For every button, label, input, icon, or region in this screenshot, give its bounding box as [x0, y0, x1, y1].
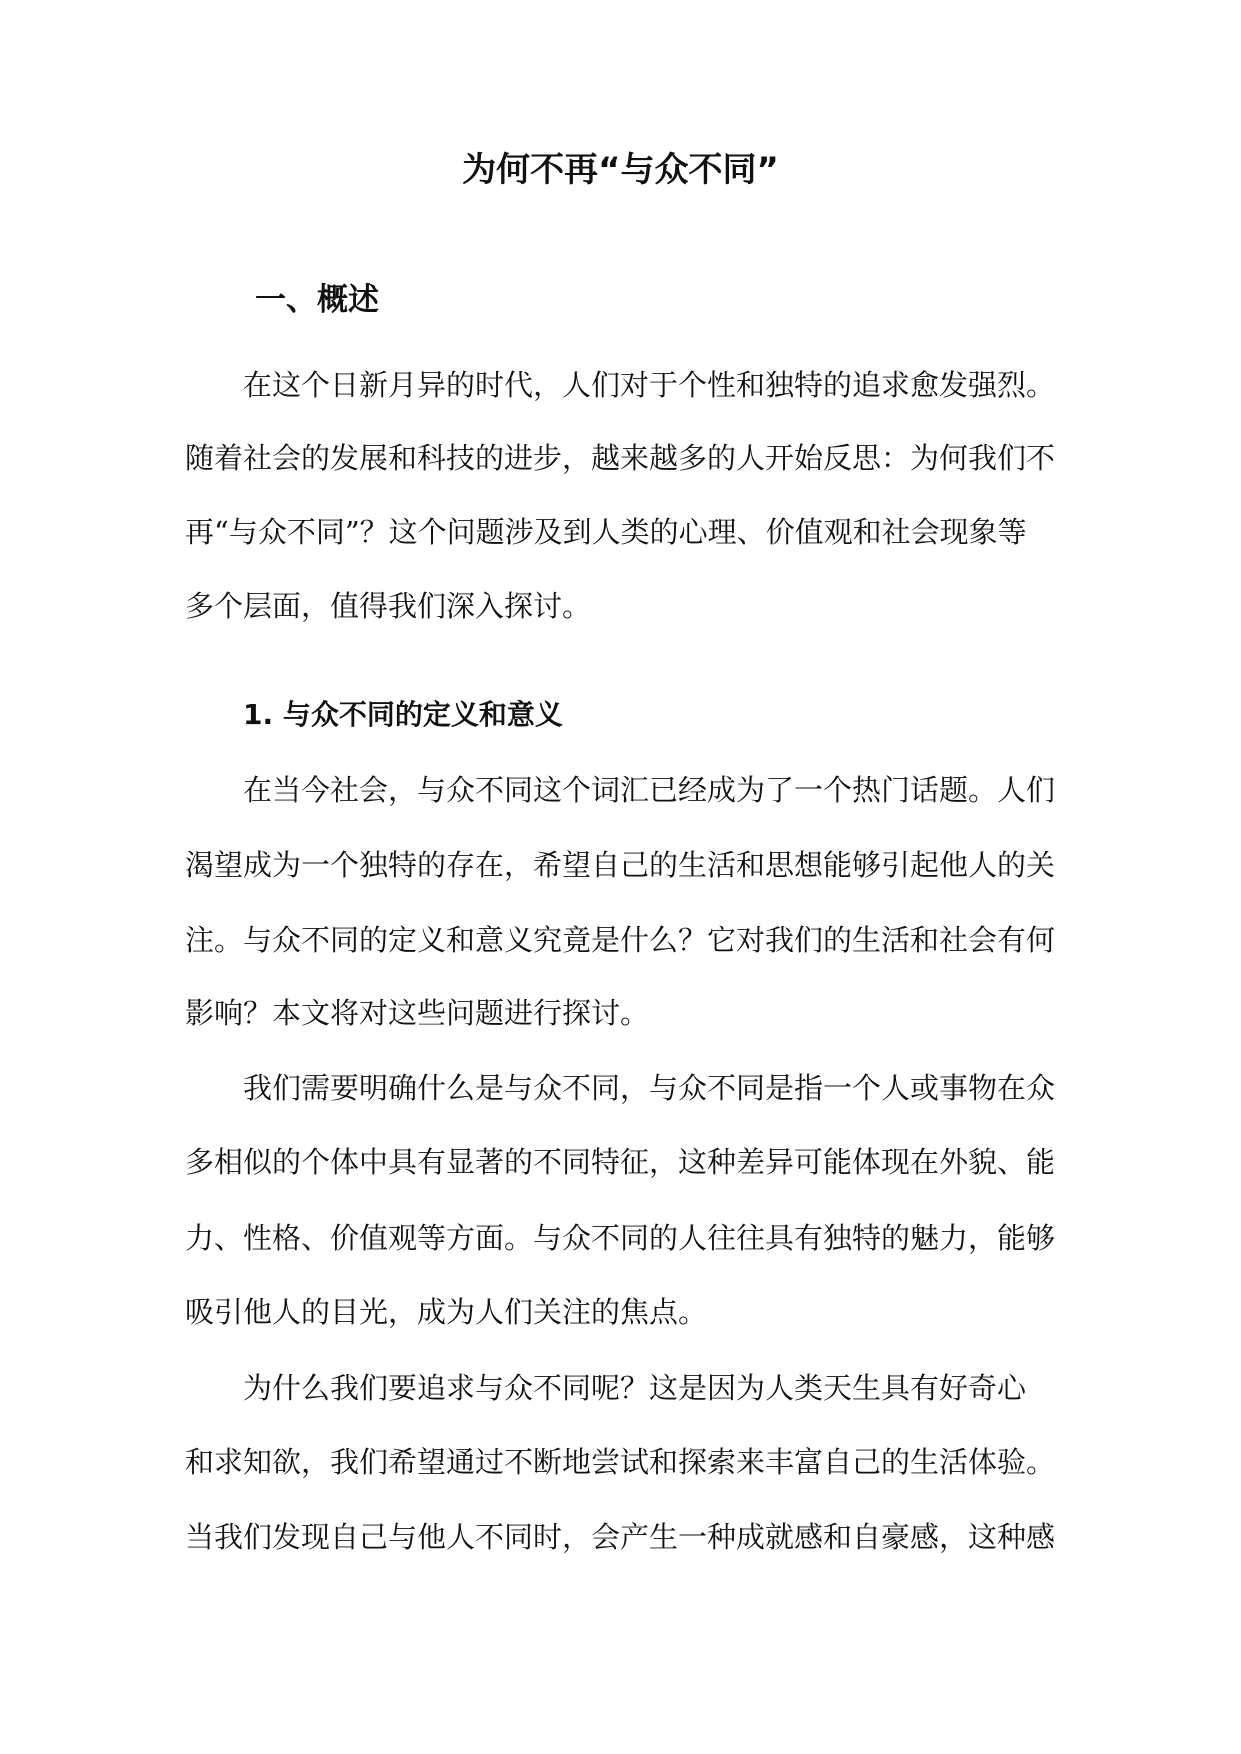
paragraph-line: 我们需要明确什么是与众不同，与众不同是指一个人或事物在众 — [243, 1071, 1056, 1105]
paragraph-line: 多个层面，值得我们深入探讨。 — [185, 589, 592, 623]
paragraph-line: 随着社会的发展和科技的进步，越来越多的人开始反思：为何我们不 — [185, 441, 1056, 475]
paragraph-line: 在这个日新月异的时代，人们对于个性和独特的追求愈发强烈。 — [243, 368, 1056, 402]
paragraph-line: 和求知欲，我们希望通过不断地尝试和探索来丰富自己的生活体验。 — [185, 1445, 1056, 1479]
paragraph-line: 影响？本文将对这些问题进行探讨。 — [185, 996, 650, 1030]
subsection-heading: 1. 与众不同的定义和意义 — [243, 698, 563, 731]
paragraph-line: 再“与众不同”？这个问题涉及到人类的心理、价值观和社会现象等 — [185, 515, 1027, 549]
document-title: 为何不再“与众不同” — [462, 150, 779, 190]
section-heading-overview: 一、概述 — [255, 282, 379, 318]
paragraph-line: 多相似的个体中具有显著的不同特征，这种差异可能体现在外貌、能 — [185, 1145, 1056, 1179]
paragraph-line: 当我们发现自己与他人不同时，会产生一种成就感和自豪感，这种感 — [185, 1520, 1056, 1554]
paragraph-line: 在当今社会，与众不同这个词汇已经成为了一个热门话题。人们 — [243, 773, 1056, 807]
paragraph-line: 为什么我们要追求与众不同呢？这是因为人类天生具有好奇心 — [243, 1371, 1027, 1405]
paragraph-line: 渴望成为一个独特的存在，希望自己的生活和思想能够引起他人的关 — [185, 848, 1056, 882]
paragraph-line: 吸引他人的目光，成为人们关注的焦点。 — [185, 1295, 708, 1329]
paragraph-line: 注。与众不同的定义和意义究竟是什么？它对我们的生活和社会有何 — [185, 923, 1056, 957]
paragraph-line: 力、性格、价值观等方面。与众不同的人往往具有独特的魅力，能够 — [185, 1221, 1056, 1255]
